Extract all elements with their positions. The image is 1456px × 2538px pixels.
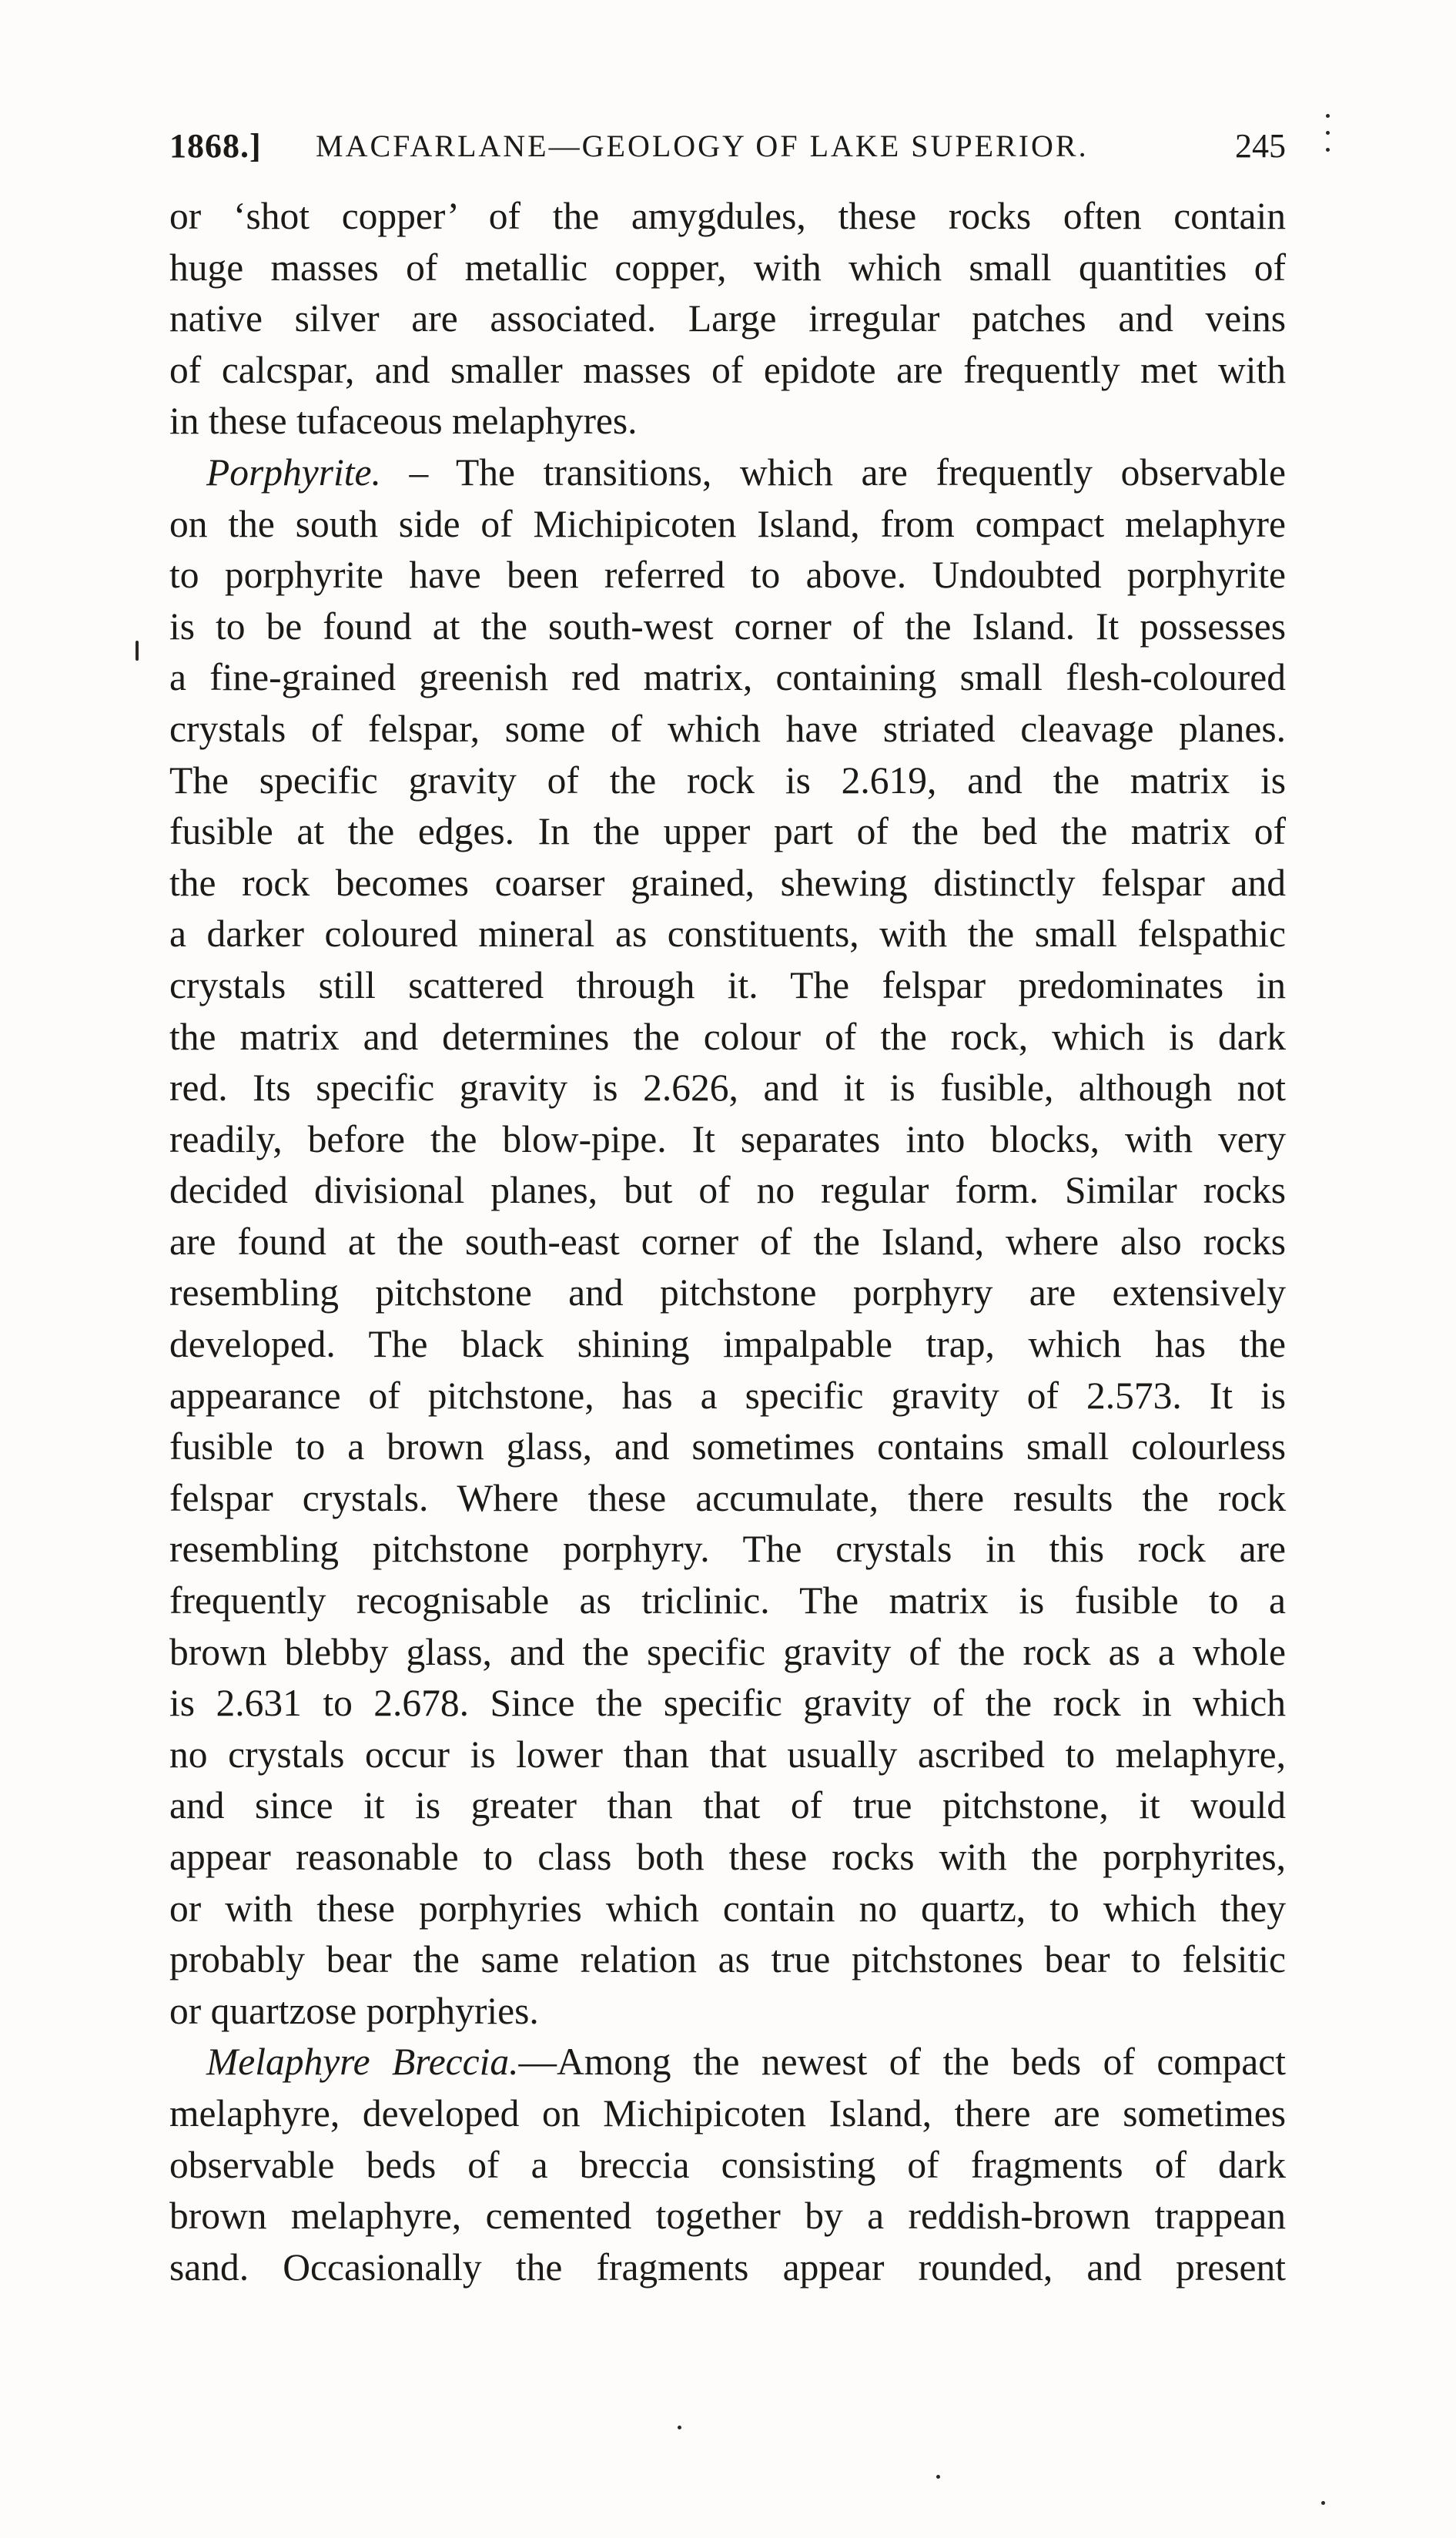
- line-text: sand. Occasionally the fragments appear rounded, and present: [169, 2245, 1286, 2289]
- text-line: [169, 1627, 1286, 1679]
- text-line: [169, 345, 1286, 397]
- line-text: a fine-grained greenish red matrix, containing small flesh-coloured: [169, 656, 1286, 699]
- line-text: resembling pitchstone and pitchstone porphyry are extensively: [169, 1271, 1286, 1314]
- text-line: [169, 1986, 1286, 2037]
- text-line: [169, 1473, 1286, 1525]
- line-text: or ‘shot copper’ of the amygdules, these rocks often contain: [169, 195, 1286, 237]
- line-text: and since it is greater than that of true pitchstone, it would: [169, 1784, 1286, 1827]
- line-text: to porphyrite have been referred to above. Undoubted porphyrite: [169, 554, 1286, 597]
- line-text: native silver are associated. Large irregular patches and veins: [169, 297, 1286, 340]
- line-text: of calcspar, and smaller masses of epidote are frequently met with: [169, 348, 1286, 391]
- text-line: [169, 499, 1286, 551]
- line-text: appear reasonable to class both these rocks with the porphyrites,: [169, 1836, 1286, 1878]
- line-text: appearance of pitchstone, has a specific gravity of 2.573. It is: [169, 1374, 1286, 1417]
- text-line: [169, 243, 1286, 294]
- text-line: [169, 1012, 1286, 1063]
- text-line: [169, 1729, 1286, 1781]
- line-text: the matrix and determines the colour of the rock, which is dark: [169, 1015, 1286, 1058]
- speck: [936, 2475, 940, 2479]
- line-text: or with these porphyries which contain no quartz, to which they: [169, 1887, 1286, 1930]
- text-line: [169, 1371, 1286, 1422]
- line-text: brown blebby glass, and the specific gravity of the rock as a whole: [169, 1630, 1286, 1673]
- text-line: [169, 1934, 1286, 1986]
- speck: [1326, 114, 1330, 118]
- text-line: [169, 2242, 1286, 2294]
- speck: [1326, 148, 1330, 152]
- text-line: [169, 858, 1286, 909]
- text-line: [169, 1524, 1286, 1575]
- line-text: fusible to a brown glass, and sometimes contains small colourless: [169, 1425, 1286, 1468]
- line-text: readily, before the blow-pipe. It separates into blocks, with very: [169, 1117, 1286, 1160]
- line-text: observable beds of a breccia consisting of fragments of dark: [169, 2143, 1286, 2186]
- section-heading: Melaphyre Breccia.: [206, 2041, 519, 2084]
- line-text: is 2.631 to 2.678. Since the specific gravity of the rock in which: [169, 1682, 1286, 1725]
- speck: [1321, 2501, 1325, 2505]
- text-line: [169, 2088, 1286, 2140]
- line-text: decided divisional planes, but of no regular form. Similar rocks: [169, 1169, 1286, 1212]
- text-line: [169, 447, 1286, 499]
- text-line: [169, 1678, 1286, 1729]
- line-text: huge masses of metallic copper, with which small quantities of: [169, 246, 1286, 289]
- line-text: melaphyre, developed on Michipicoten Island, there are sometimes: [169, 2091, 1286, 2135]
- text-line: [169, 1165, 1286, 1217]
- text-line: [169, 191, 1286, 243]
- line-text: fusible at the edges. In the upper part of the bed the matrix of: [169, 810, 1286, 853]
- text-line: [169, 1575, 1286, 1627]
- text-line: [169, 293, 1286, 345]
- line-text: frequently recognisable as triclinic. The matrix is fusible to a: [169, 1579, 1286, 1622]
- line-text: The specific gravity of the rock is 2.619, and the matrix is: [169, 758, 1286, 802]
- speck: [1326, 131, 1330, 135]
- line-text: is to be found at the south-west corner of the Island. It possesses: [169, 604, 1286, 648]
- line-text: brown melaphyre, cemented together by a reddish-brown trappean: [169, 2195, 1286, 2238]
- page-number: 245: [1235, 127, 1286, 165]
- text-line: [169, 806, 1286, 858]
- line-text: probably bear the same relation as true pitchstones bear to felsitic: [169, 1938, 1286, 1981]
- line-text: no crystals occur is lower than that usually ascribed to melaphyre,: [169, 1733, 1286, 1776]
- line-text: – The transitions, which are frequently observable: [380, 450, 1286, 494]
- line-text: a darker coloured mineral as constituents, with the small felspathic: [169, 912, 1286, 956]
- running-head: [169, 123, 1286, 169]
- text-line: [169, 704, 1286, 755]
- line-text: on the south side of Michipicoten Island, from compact melaphyre: [169, 502, 1286, 545]
- text-line: [169, 2140, 1286, 2191]
- text-line: [169, 1217, 1286, 1268]
- speck: [678, 2426, 681, 2429]
- text-line: [169, 1883, 1286, 1935]
- text-line: [169, 960, 1286, 1012]
- text-line: [169, 601, 1286, 653]
- text-line: [169, 1063, 1286, 1114]
- section-heading: Porphyrite.: [206, 450, 381, 494]
- line-text: developed. The black shining impalpable trap, which has the: [169, 1323, 1286, 1366]
- text-line: [169, 2191, 1286, 2242]
- text-line: [169, 550, 1286, 601]
- line-text: —Among the newest of the beds of compact: [518, 2041, 1286, 2084]
- text-line: [169, 909, 1286, 960]
- text-line: [169, 1421, 1286, 1473]
- line-text: or quartzose porphyries.: [169, 1989, 539, 2032]
- running-title: MACFARLANE—GEOLOGY OF LAKE SUPERIOR.: [316, 129, 1089, 163]
- body-text: [169, 191, 1286, 2293]
- line-text: crystals of felspar, some of which have striated cleavage planes.: [169, 707, 1286, 750]
- line-text: the rock becomes coarser grained, shewing distinctly felspar and: [169, 861, 1286, 904]
- text-line: [169, 1319, 1286, 1371]
- line-text: felspar crystals. Where these accumulate, there results the rock: [169, 1476, 1286, 1519]
- text-line: [169, 652, 1286, 704]
- line-text: crystals still scattered through it. The felspar predominates in: [169, 963, 1286, 1006]
- line-text: resembling pitchstone porphyry. The crystals in this rock are: [169, 1528, 1286, 1571]
- volume-year: 1868.]: [169, 127, 262, 165]
- line-text: are found at the south-east corner of the Island, where also rocks: [169, 1220, 1286, 1263]
- text-line: [169, 1114, 1286, 1166]
- speck: [136, 641, 139, 661]
- line-text: red. Its specific gravity is 2.626, and it is fusible, although not: [169, 1066, 1286, 1110]
- text-line: [169, 1780, 1286, 1832]
- text-line: [169, 396, 1286, 447]
- line-text: in these tufaceous melaphyres.: [169, 400, 638, 443]
- text-line: [169, 2037, 1286, 2088]
- text-line: [169, 1832, 1286, 1883]
- text-line: [169, 1267, 1286, 1319]
- text-line: [169, 755, 1286, 807]
